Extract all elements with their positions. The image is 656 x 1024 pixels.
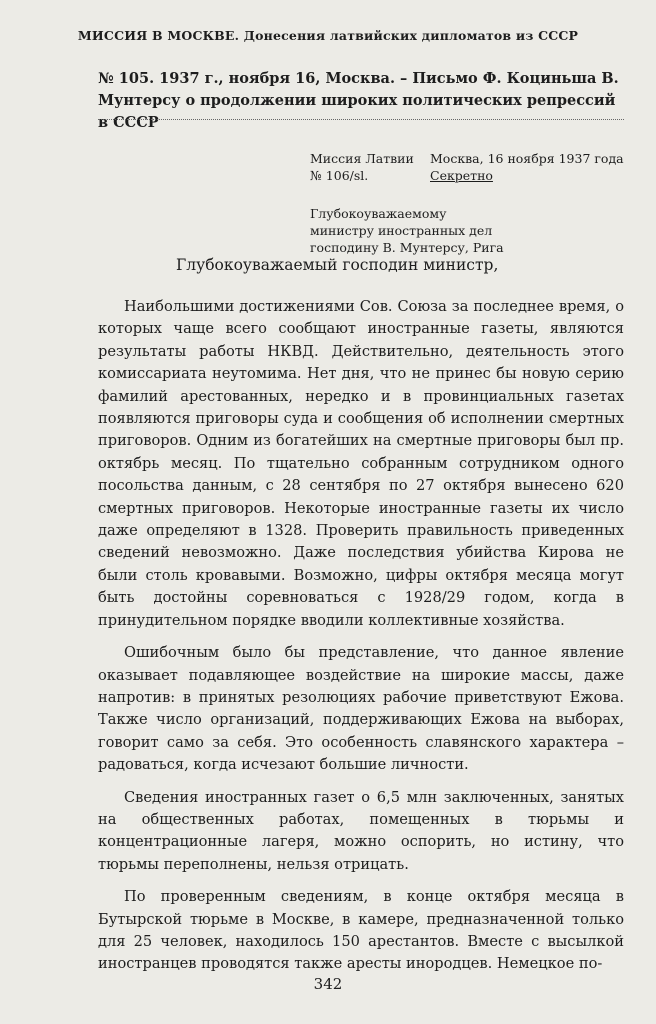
running-head: МИССИЯ В МОСКВЕ. Донесения латвийских дипломатов из СССР (77, 28, 579, 43)
addressee-line: министру иностранных дел (310, 223, 493, 238)
page-number: 342 (313, 975, 343, 993)
header-right (430, 150, 630, 184)
reference-number: № 106/sl. (310, 168, 369, 183)
classification-mark: Секретно (430, 168, 493, 183)
paragraph: Сведения иностранных газет о 6,5 млн заключенных, занятых на общественных работах, помещенных в тюрьмы и концентрационные лагеря, можно оспорить, но истину, что тюрьмы переполнены, нельзя отрицать. (98, 788, 624, 873)
paragraph: По проверенным сведениям, в конце октября месяца в Бутырской тюрьме в Москве, в камере, предназначенной только для 25 человек, находилось 150 арестантов. Вместе с высылкой иностранцев проводятся также аресты инородцев. Немецкое по- (98, 888, 624, 973)
salutation: Глубокоуважаемый господин министр, (176, 256, 499, 274)
letter-body (98, 296, 624, 986)
place-date: Москва, 16 ноября 1937 года (430, 151, 624, 166)
document-title: № 105. 1937 г., ноября 16, Москва. – Письмо Ф. Коциньша В. Мунтерсу о продолжении широких политических репрессий в СССР (98, 70, 619, 131)
addressee-line: Глубокоуважаемому (310, 206, 447, 221)
addressee (310, 205, 550, 256)
paragraph: Наибольшими достижениями Сов. Союза за последнее время, о которых чаще всего сообщают иностранные газеты, являются результаты работы НКВД. Действительно, деятельность этого комиссариата неутомима. Нет дня, что не принес бы новую серию фамилий арестованных, нередко и в провинциальных газетах появляются приговоры суда и сообщения об исполнении смертных приговоров. Одним из богатейших на смертные приговоры был пр. октябрь месяц. По тщательно собранным сотрудником одного посольства данным, с 28 сентября по 27 октября вынесено 620 смертных приговоров. Некоторые иностранные газеты их число даже определяют в 1328. Проверить правильность приведенных сведений невозможно. Даже последствия убийства Кирова не были столь кровавыми. Возможно, цифры октября месяца могут быть достойны соревноваться с 1928/29 годом, когда в принудительном порядке вводили коллективные хозяйства. (98, 298, 624, 629)
paragraph: Ошибочным было бы представление, что данное явление оказывает подавляющее воздействие на широкие массы, даже напротив: в принятых резолюциях рабочие приветствуют Ежова. Также число организаций, поддерживающих Ежова на выборах, говорит само за себя. Это особенность славянского характера – радоваться, когда исчезают большие личности. (98, 644, 624, 774)
header-left (310, 150, 428, 184)
addressee-line: господину В. Мунтерсу, Рига (310, 240, 504, 255)
sender: Миссия Латвии (310, 151, 414, 166)
title-divider (98, 119, 624, 120)
